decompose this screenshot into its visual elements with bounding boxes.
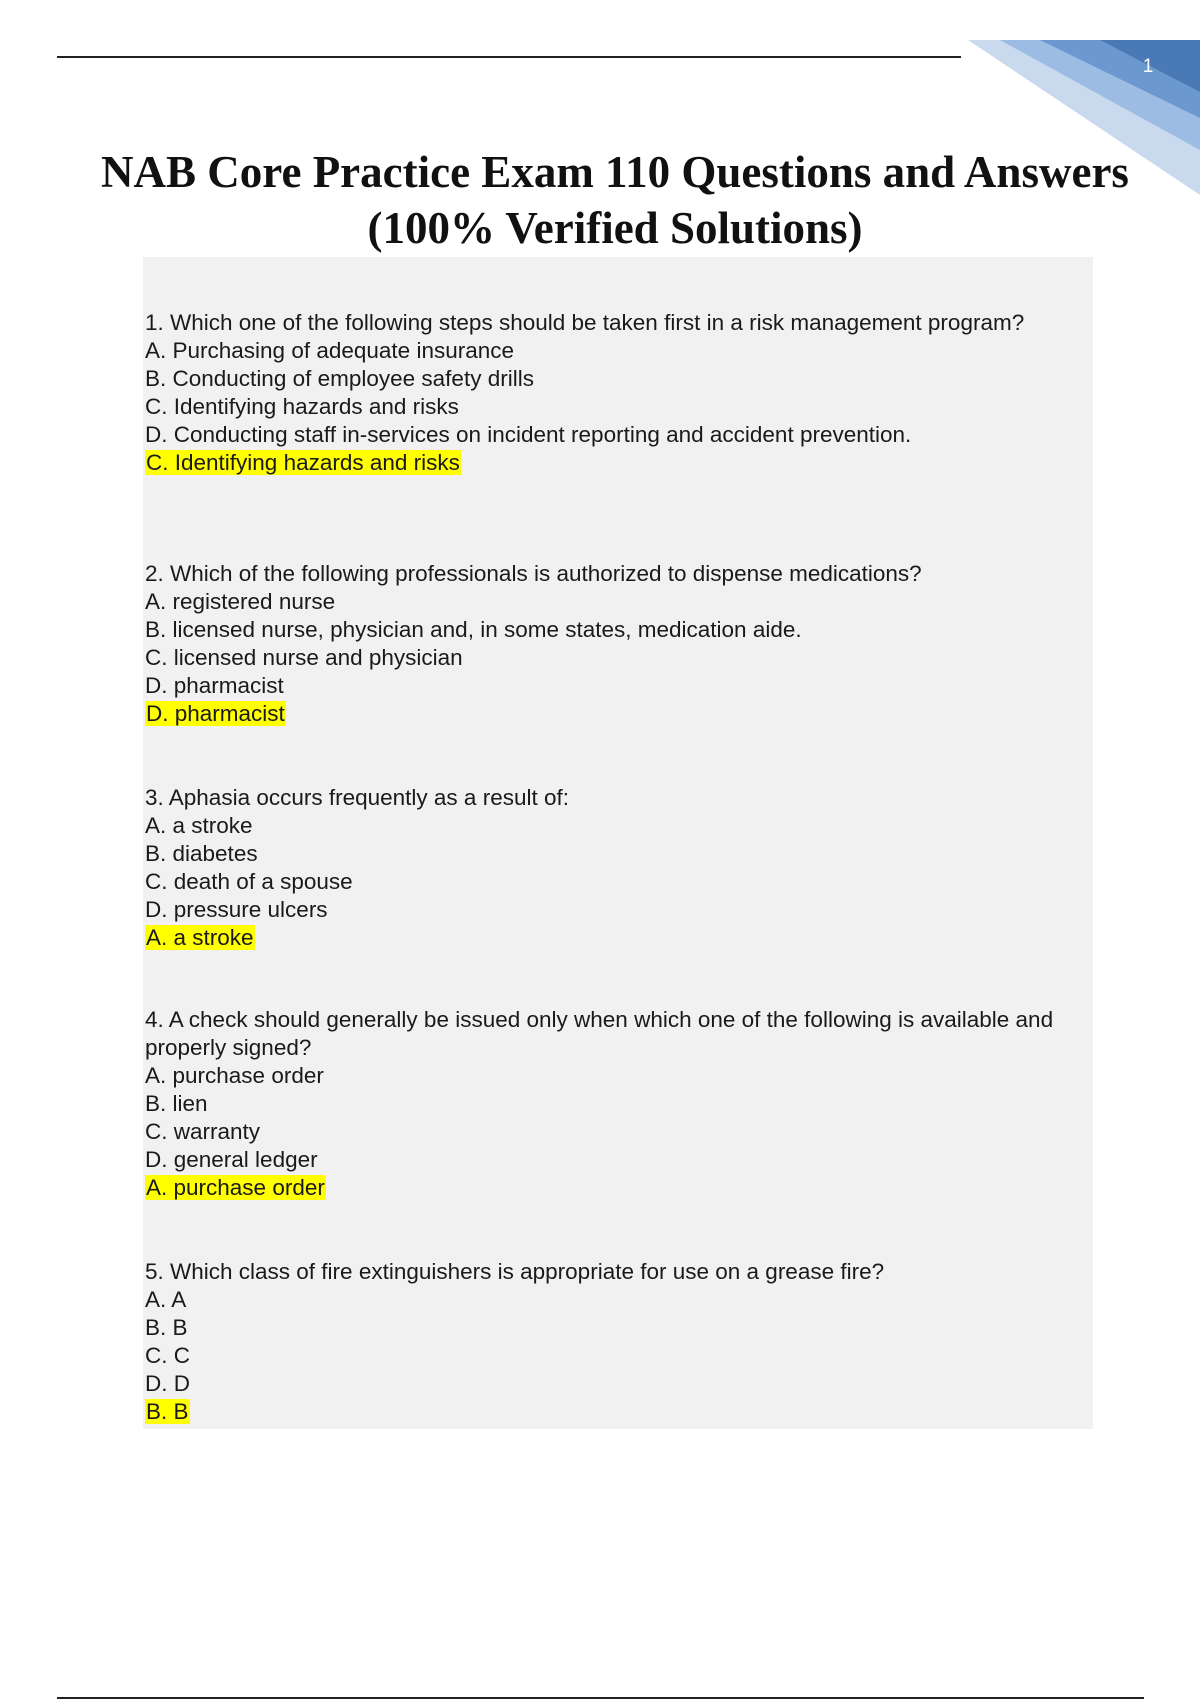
option: D. pharmacist — [145, 673, 284, 698]
option: B. diabetes — [145, 841, 258, 866]
option: C. C — [145, 1343, 190, 1368]
option: B. lien — [145, 1091, 208, 1116]
option: A. registered nurse — [145, 589, 336, 614]
answer-highlight: D. pharmacist — [146, 701, 285, 726]
option: C. warranty — [145, 1119, 261, 1144]
option: D. general ledger — [145, 1147, 318, 1172]
option: A. A — [145, 1287, 187, 1312]
question-block — [145, 784, 1080, 952]
page-number: 1 — [1142, 56, 1154, 77]
question-block — [145, 560, 1080, 728]
option: A. a stroke — [145, 813, 253, 838]
question-text: 3. Aphasia occurs frequently as a result of: — [145, 785, 569, 810]
option: D. pressure ulcers — [145, 897, 328, 922]
option: C. Identifying hazards and risks — [145, 394, 459, 419]
answer-highlight: C. Identifying hazards and risks — [146, 450, 460, 475]
option: D. Conducting staff in-services on incident reporting and accident prevention. — [145, 422, 912, 447]
option: B. B — [145, 1315, 188, 1340]
question-text: 1. Which one of the following steps should be taken first in a risk management program? — [145, 310, 1025, 335]
document-title: NAB Core Practice Exam 110 Questions and Answers (100% Verified Solutions) — [101, 147, 1129, 253]
question-block — [145, 1006, 1080, 1202]
question-text: 2. Which of the following professionals is authorized to dispense medications? — [145, 561, 922, 586]
question-block — [145, 309, 1080, 477]
answer-highlight: B. B — [146, 1399, 189, 1424]
question-text: 5. Which class of fire extinguishers is appropriate for use on a grease fire? — [145, 1259, 885, 1284]
question-text: 4. A check should generally be issued only when which one of the following is available and properly signed? — [145, 1007, 1054, 1060]
option: A. Purchasing of adequate insurance — [145, 338, 514, 363]
option: D. D — [145, 1371, 190, 1396]
option: A. purchase order — [145, 1063, 324, 1088]
answer-highlight: A. a stroke — [146, 925, 254, 950]
question-block — [145, 1258, 1080, 1426]
option: B. licensed nurse, physician and, in some states, medication aide. — [145, 617, 802, 642]
qa-panel — [143, 257, 1093, 1429]
option: C. licensed nurse and physician — [145, 645, 463, 670]
footer-rule — [57, 1697, 1144, 1699]
option: B. Conducting of employee safety drills — [145, 366, 534, 391]
answer-highlight: A. purchase order — [146, 1175, 325, 1200]
option: C. death of a spouse — [145, 869, 353, 894]
